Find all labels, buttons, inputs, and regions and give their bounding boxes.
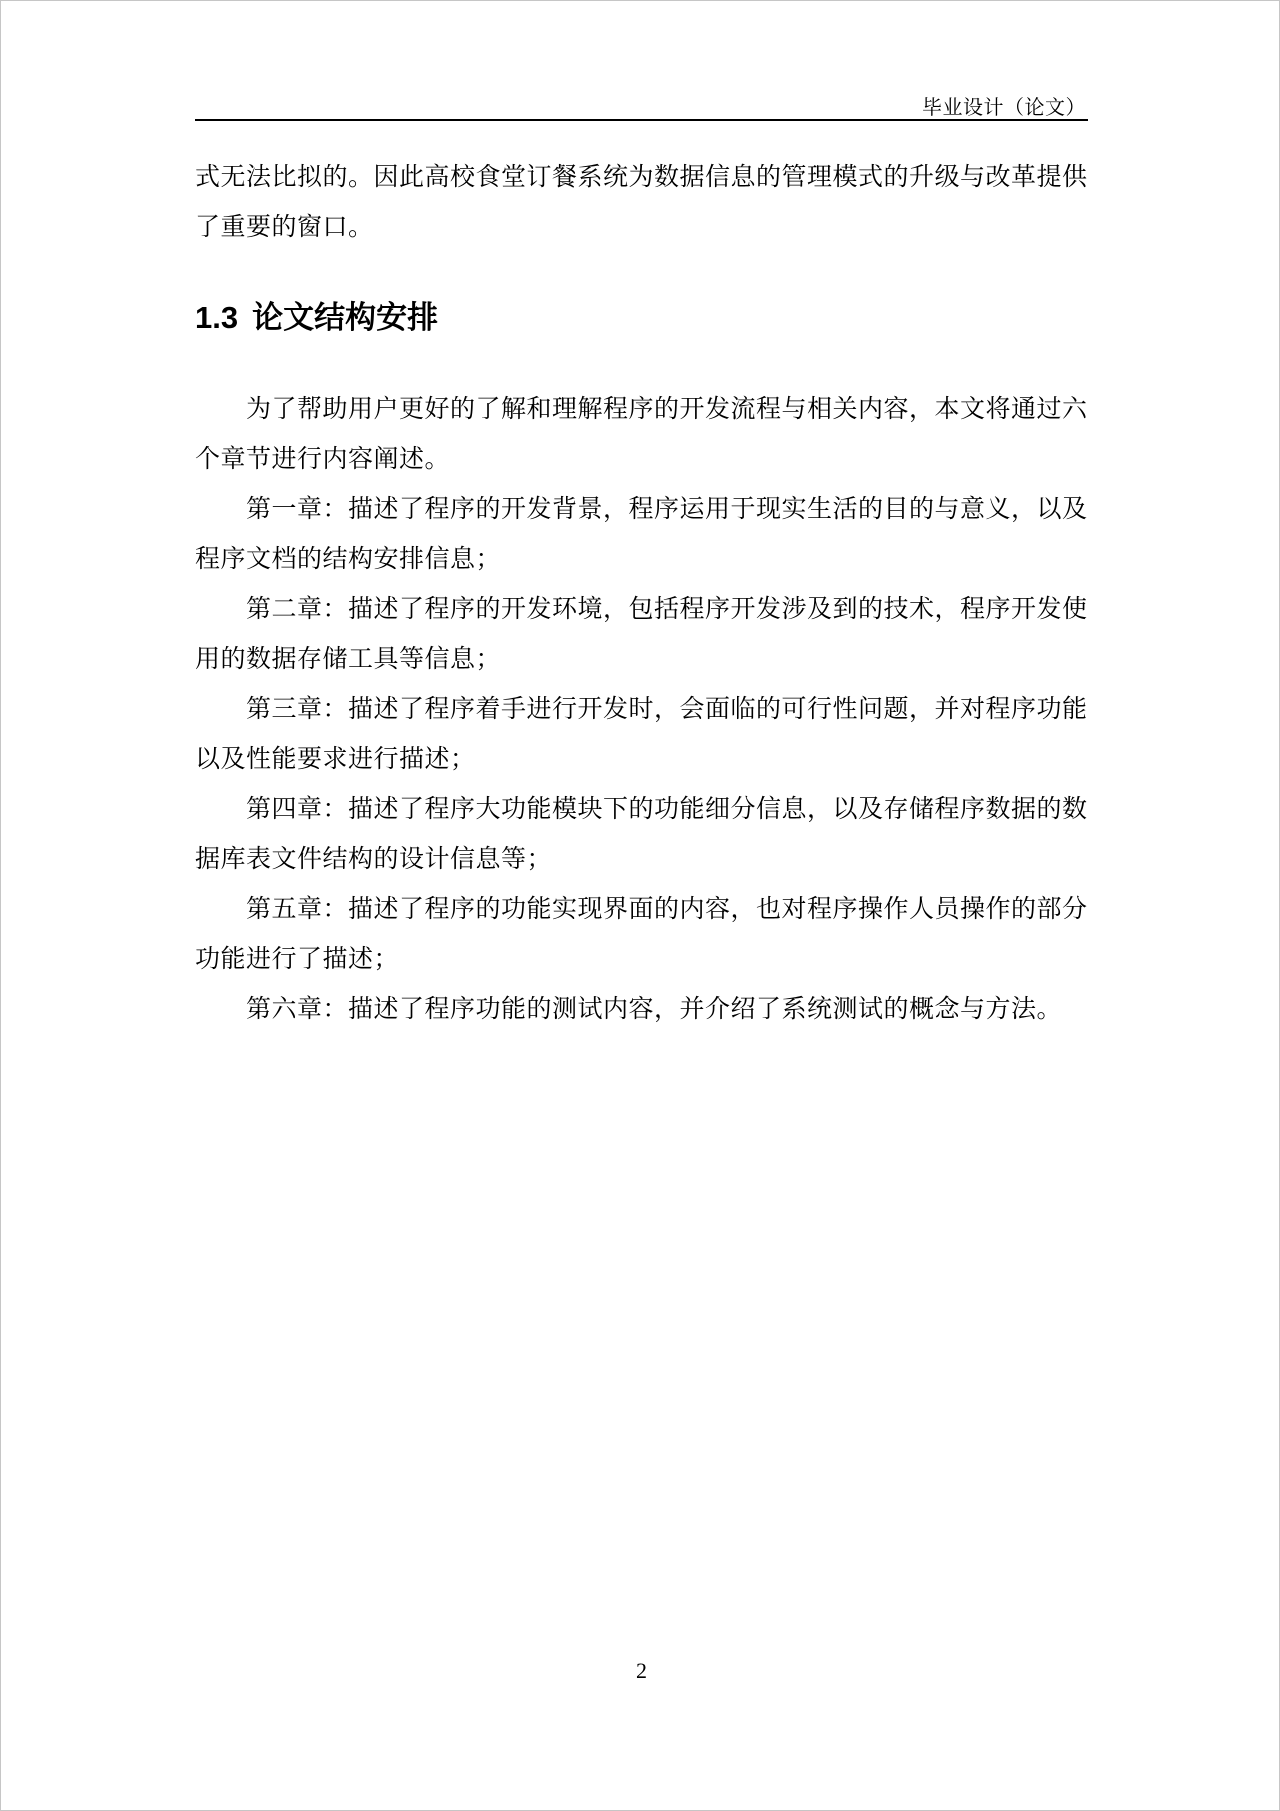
body-line: 第一章：描述了程序的开发背景，程序运用于现实生活的目的与意义，以及 <box>246 496 1088 523</box>
body-line: 第六章：描述了程序功能的测试内容，并介绍了系统测试的概念与方法。 <box>246 996 1063 1023</box>
paragraph-chapter-6 <box>195 985 1088 1035</box>
section-title: 论文结构安排 <box>252 300 439 335</box>
body-line: 用的数据存储工具等信息； <box>195 646 502 673</box>
section-number: 1.3 <box>195 300 239 335</box>
body-line: 第三章：描述了程序着手进行开发时，会面临的可行性问题，并对程序功能 <box>246 696 1088 723</box>
paragraph-continuation <box>195 153 1088 253</box>
body-line: 功能进行了描述； <box>195 946 400 973</box>
paragraph-intro <box>195 385 1088 485</box>
body-line: 式无法比拟的。因此高校食堂订餐系统为数据信息的管理模式的升级与改革提供 <box>195 164 1088 191</box>
body-line: 第二章：描述了程序的开发环境，包括程序开发涉及到的技术，程序开发使 <box>246 596 1088 623</box>
page-header-title: 毕业设计（论文） <box>922 97 1086 119</box>
body-line: 个章节进行内容阐述。 <box>195 446 451 473</box>
body-line: 为了帮助用户更好的了解和理解程序的开发流程与相关内容，本文将通过六 <box>246 396 1088 423</box>
body-line: 第五章：描述了程序的功能实现界面的内容，也对程序操作人员操作的部分 <box>246 896 1088 923</box>
page-number: 2 <box>636 1658 647 1683</box>
paragraph-chapter-5 <box>195 885 1088 985</box>
paragraph-chapter-4 <box>195 785 1088 885</box>
body-line: 程序文档的结构安排信息； <box>195 546 502 573</box>
body-line: 了重要的窗口。 <box>195 214 374 241</box>
header-rule <box>195 119 1088 121</box>
paragraph-chapter-3 <box>195 685 1088 785</box>
section-heading <box>195 297 1088 339</box>
body-line: 以及性能要求进行描述； <box>195 746 476 773</box>
paragraph-chapter-1 <box>195 485 1088 585</box>
body-line: 第四章：描述了程序大功能模块下的功能细分信息，以及存储程序数据的数 <box>246 796 1088 823</box>
body-line: 据库表文件结构的设计信息等； <box>195 846 553 873</box>
paragraph-chapter-2 <box>195 585 1088 685</box>
